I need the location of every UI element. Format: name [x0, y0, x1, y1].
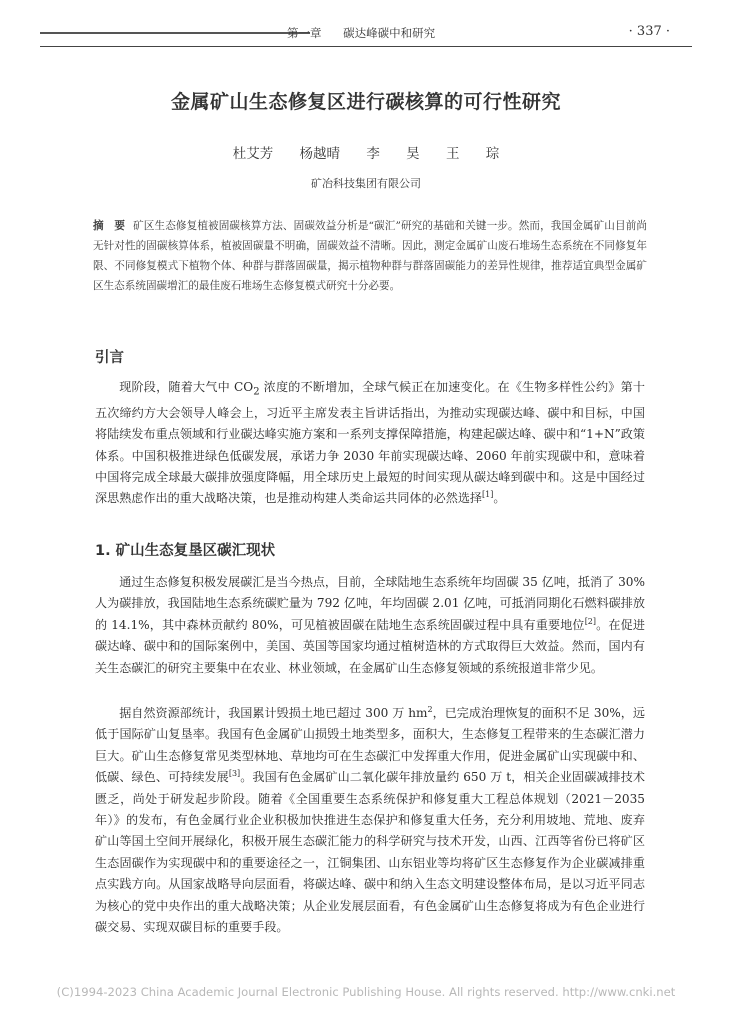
co2-subscript: 2	[253, 386, 260, 398]
abstract	[93, 216, 647, 296]
paragraph-text-end: 。我国有色金属矿山二氧化碳年排放量约 650 万 t，相关企业固碳减排技术匮乏，尚处于研发起步阶段。随着《全国重要生态系统保护和修复重大工程总体规划（2021－2035 年）》的发布，有色金属行业企业积极加快推进生态保护和修复重大任务，充分利用坡地、荒地、废弃矿山等国土空间开展绿化，积极开展生态碳汇能力的科学研究与技术开发，山西、江西等省份已将矿区生态固碳作为实现碳中和的重要途径之一，江铜集团、山东铝业等均将矿区生态修复作为企业碳减排重点实践方向。从国家战略导向层面看，将碳达峰、碳中和纳入生态文明建设整体布局，是以习近平同志为核心的党中央作出的重大战略决策；从企业发展层面看，有色金属矿山生态修复将成为有色企业进行碳交易、实现双碳目标的重要手段。	[95, 770, 645, 935]
paper-title: 金属矿山生态修复区进行碳核算的可行性研究	[170, 91, 561, 113]
unit-superscript: 2	[427, 704, 433, 714]
intro-paragraph	[95, 377, 645, 510]
paragraph-text: 据自然资源部统计，我国累计毁损土地已超过 300 万 hm	[119, 706, 428, 720]
author: 杨越晴	[299, 146, 341, 162]
paragraph-text: 通过生态修复积极发展碳汇是当今热点，目前，全球陆地生态系统年均固碳 35 亿吨，抵消了 30% 人为碳排放，我国陆地生态系统碳贮量为 792 亿吨，年均固碳 2.01 亿吨，可抵消同期化石燃料碳排放的 14.1%，其中森林贡献约 80%，可见植被固碳在陆地生态系统固碳过程中具有重要地位	[95, 575, 645, 632]
intro-text-end: 。	[493, 491, 506, 506]
chapter-title: 碳达峰碳中和研究	[343, 26, 436, 40]
chapter-label: 第一章	[287, 26, 322, 40]
header-rule	[40, 46, 692, 47]
affiliation: 矿冶科技集团有限公司	[311, 177, 421, 190]
citation-ref: [2]	[584, 616, 597, 626]
running-header-text	[287, 25, 453, 41]
citation-ref: [3]	[228, 769, 241, 779]
intro-text: 现阶段，随着大气中 CO	[119, 380, 254, 394]
section1-paragraph-2	[95, 703, 645, 938]
paragraph-text-cont: ，已完成治理恢复的面积不足 30%，远低于国际矿山复垦率。我国有色金属矿山损毁土地类型多，面积大，生态修复工程带来的生态碳汇潜力巨大。矿山生态修复常见类型林地、草地均可在生态碳汇中发挥重大作用，促进金属矿山实现碳中和、低碳、绿色、可持续发展	[95, 706, 645, 785]
copyright-watermark: (C)1994-2023 China Academic Journal Electronic Publishing House. All rights reserved. http://www.cnki.net	[56, 985, 676, 999]
author: 王	[445, 146, 460, 162]
section-heading-intro: 引言	[95, 350, 124, 366]
author: 昊	[406, 146, 420, 162]
intro-text-cont: 浓度的不断增加，全球气候正在加速变化。在《生物多样性公约》第十五次缔约方大会领导人峰会上，习近平主席发表主旨讲话指出，为推动实现碳达峰、碳中和目标，中国将陆续发布重点领域和行业碳达峰实施方案和一系列支撑保障措施，构建起碳达峰、碳中和“1+N”政策体系。中国积极推进绿色低碳发展，承诺力争 2030 年前实现碳达峰、2060 年前实现碳中和，意味着中国将完成全球最大碳排放强度降幅，用全球历史上最短的时间实现从碳达峰到碳中和。这是中国经过深思熟虑作出的重大战略决策，也是推动构建人类命运共同体的必然选择	[95, 380, 645, 506]
section1-paragraph-1	[95, 572, 645, 679]
author: 李	[366, 146, 380, 162]
page-number: · 337 ·	[628, 24, 670, 39]
citation-ref: [1]	[482, 490, 494, 500]
section-heading-1: 1. 矿山生态复垦区碳汇现状	[95, 543, 276, 559]
header-bar	[40, 32, 310, 34]
author: 杜艾芳	[232, 146, 274, 162]
abstract-text: 矿区生态修复植被固碳核算方法、固碳效益分析是“碳汇”研究的基础和关键一步。然而，我国金属矿山目前尚无针对性的固碳核算体系，植被固碳量不明确，固碳效益不清晰。因此，测定金属矿山废石堆场生态系统在不同修复年限、不同修复模式下植物个体、种群与群落固碳量，揭示植物种群与群落固碳能力的差异性规律，推荐适宜典型金属矿区生态系统固碳增汇的最佳废石堆场生态修复模式研究十分必要。	[93, 220, 648, 292]
paragraph-text-cont: 。在促进碳达峰、碳中和的国际案例中，美国、英国等国家均通过植树造林的方式取得巨大效益。然而，国内有关生态碳汇的研究主要集中在农业、林业领域，在金属矿山生态修复领域的系统报道非常少见。	[95, 617, 645, 675]
author: 琮	[485, 146, 500, 162]
abstract-label: 摘 要	[93, 220, 126, 232]
running-header	[0, 22, 732, 48]
author-list	[0, 142, 732, 162]
